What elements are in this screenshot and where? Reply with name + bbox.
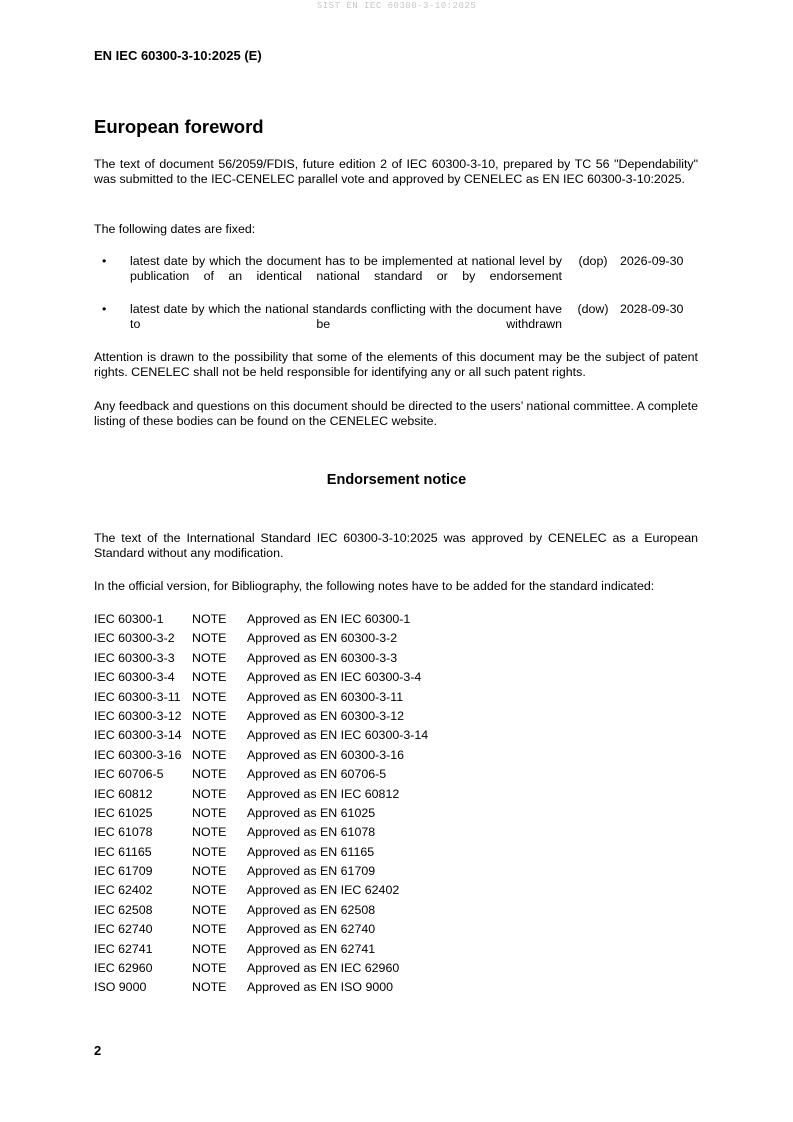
note-label: NOTE bbox=[192, 689, 227, 704]
note-label: NOTE bbox=[192, 844, 227, 859]
note-label: NOTE bbox=[192, 767, 227, 782]
note-approval: Approved as EN IEC 60300-3-4 bbox=[247, 670, 422, 685]
note-label: NOTE bbox=[192, 670, 227, 685]
note-approval: Approved as EN IEC 62960 bbox=[247, 961, 400, 976]
note-standard: IEC 60300-1 bbox=[94, 612, 164, 626]
note-standard: IEC 62402 bbox=[94, 883, 153, 898]
note-approval: Approved as EN 61078 bbox=[247, 825, 376, 840]
note-approval: Approved as EN 60300-3-12 bbox=[247, 708, 405, 723]
note-standard: IEC 60300-3-12 bbox=[94, 708, 182, 723]
note-label: NOTE bbox=[192, 650, 227, 665]
note-label: NOTE bbox=[192, 902, 227, 917]
dates-intro: The following dates are fixed: bbox=[94, 222, 256, 236]
date-item-text: latest date by which the national standards conflicting with the document have to be withdrawn bbox=[130, 302, 562, 331]
page-number: 2 bbox=[94, 1043, 102, 1058]
note-standard: IEC 60300-3-4 bbox=[94, 670, 175, 685]
note-approval: Approved as EN ISO 9000 bbox=[247, 980, 394, 995]
note-approval: Approved as EN 60706-5 bbox=[247, 767, 387, 782]
note-standard: ISO 9000 bbox=[94, 980, 147, 995]
note-standard: IEC 61165 bbox=[94, 844, 152, 859]
note-approval: Approved as EN 61709 bbox=[247, 864, 376, 879]
feedback-note: Any feedback and questions on this document should be directed to the users’ national committee. A complete listing of these bodies can be found on the CENELEC website. bbox=[94, 399, 698, 428]
note-label: NOTE bbox=[192, 631, 227, 646]
note-standard: IEC 60812 bbox=[94, 786, 153, 801]
note-approval: Approved as EN 61165 bbox=[247, 844, 375, 859]
bullet-icon: • bbox=[102, 302, 107, 316]
note-approval: Approved as EN IEC 60300-1 bbox=[247, 612, 411, 626]
note-standard: IEC 61025 bbox=[94, 805, 153, 820]
document-id: EN IEC 60300-3-10:2025 (E) bbox=[94, 48, 262, 63]
note-approval: Approved as EN 60300-3-16 bbox=[247, 747, 405, 762]
note-standard: IEC 60706-5 bbox=[94, 767, 164, 782]
watermark: SIST EN IEC 60300-3-10:2025 bbox=[316, 1, 477, 11]
note-approval: Approved as EN IEC 60300-3-14 bbox=[247, 728, 429, 743]
patent-note: Attention is drawn to the possibility that some of the elements of this document may be the subject of patent rights. CENELEC shall not be held responsible for identifying any or all such patent rights. bbox=[94, 350, 698, 379]
note-approval: Approved as EN 60300-3-2 bbox=[247, 631, 398, 646]
endorsement-title: Endorsement notice bbox=[326, 472, 467, 488]
endorsement-paragraph: The text of the International Standard IEC 60300-3-10:2025 was approved by CENELEC as a European Standard without any modification. bbox=[94, 531, 698, 560]
note-label: NOTE bbox=[192, 786, 227, 801]
date-item-value: 2028-09-30 bbox=[620, 302, 684, 316]
note-label: NOTE bbox=[192, 805, 227, 820]
bibliography-intro: In the official version, for Bibliography, the following notes have to be added for the standard indicated: bbox=[94, 579, 655, 593]
note-approval: Approved as EN 60300-3-3 bbox=[247, 650, 398, 665]
note-label: NOTE bbox=[192, 883, 227, 898]
date-item-abbr: (dow) bbox=[577, 302, 609, 316]
note-standard: IEC 62741 bbox=[94, 941, 153, 956]
note-label: NOTE bbox=[192, 941, 227, 956]
note-approval: Approved as EN 62741 bbox=[247, 941, 376, 956]
note-label: NOTE bbox=[192, 961, 227, 976]
date-item-text: latest date by which the document has to be implemented at national level by publication of an identical national standard or by endorsement bbox=[130, 254, 562, 283]
bullet-icon: • bbox=[102, 254, 107, 268]
date-item-value: 2026-09-30 bbox=[620, 254, 684, 268]
note-label: NOTE bbox=[192, 922, 227, 937]
note-standard: IEC 61709 bbox=[94, 864, 153, 879]
note-approval: Approved as EN IEC 60812 bbox=[247, 786, 400, 801]
note-label: NOTE bbox=[192, 864, 227, 879]
note-label: NOTE bbox=[192, 980, 227, 995]
note-label: NOTE bbox=[192, 708, 227, 723]
note-standard: IEC 60300-3-16 bbox=[94, 747, 182, 762]
note-approval: Approved as EN 62508 bbox=[247, 902, 376, 917]
note-label: NOTE bbox=[192, 747, 227, 762]
note-approval: Approved as EN 60300-3-11 bbox=[247, 689, 404, 704]
note-standard: IEC 60300-3-11 bbox=[94, 689, 181, 704]
foreword-paragraph: The text of document 56/2059/FDIS, future edition 2 of IEC 60300-3-10, prepared by TC 56 "Dependability" was submitted to the IEC-CENELEC parallel vote and approved by CENELEC as EN IEC 60300-3-10:2025. bbox=[94, 157, 698, 186]
note-standard: IEC 62960 bbox=[94, 961, 153, 976]
note-label: NOTE bbox=[192, 825, 227, 840]
note-standard: IEC 62740 bbox=[94, 922, 153, 937]
note-approval: Approved as EN IEC 62402 bbox=[247, 883, 400, 898]
note-label: NOTE bbox=[192, 612, 227, 626]
note-approval: Approved as EN 61025 bbox=[247, 805, 376, 820]
note-standard: IEC 60300-3-2 bbox=[94, 631, 175, 646]
note-standard: IEC 60300-3-3 bbox=[94, 650, 175, 665]
note-approval: Approved as EN 62740 bbox=[247, 922, 376, 937]
date-item-abbr: (dop) bbox=[578, 254, 608, 268]
note-standard: IEC 60300-3-14 bbox=[94, 728, 182, 743]
note-label: NOTE bbox=[192, 728, 227, 743]
note-standard: IEC 61078 bbox=[94, 825, 153, 840]
foreword-title: European foreword bbox=[94, 116, 264, 137]
note-standard: IEC 62508 bbox=[94, 902, 153, 917]
